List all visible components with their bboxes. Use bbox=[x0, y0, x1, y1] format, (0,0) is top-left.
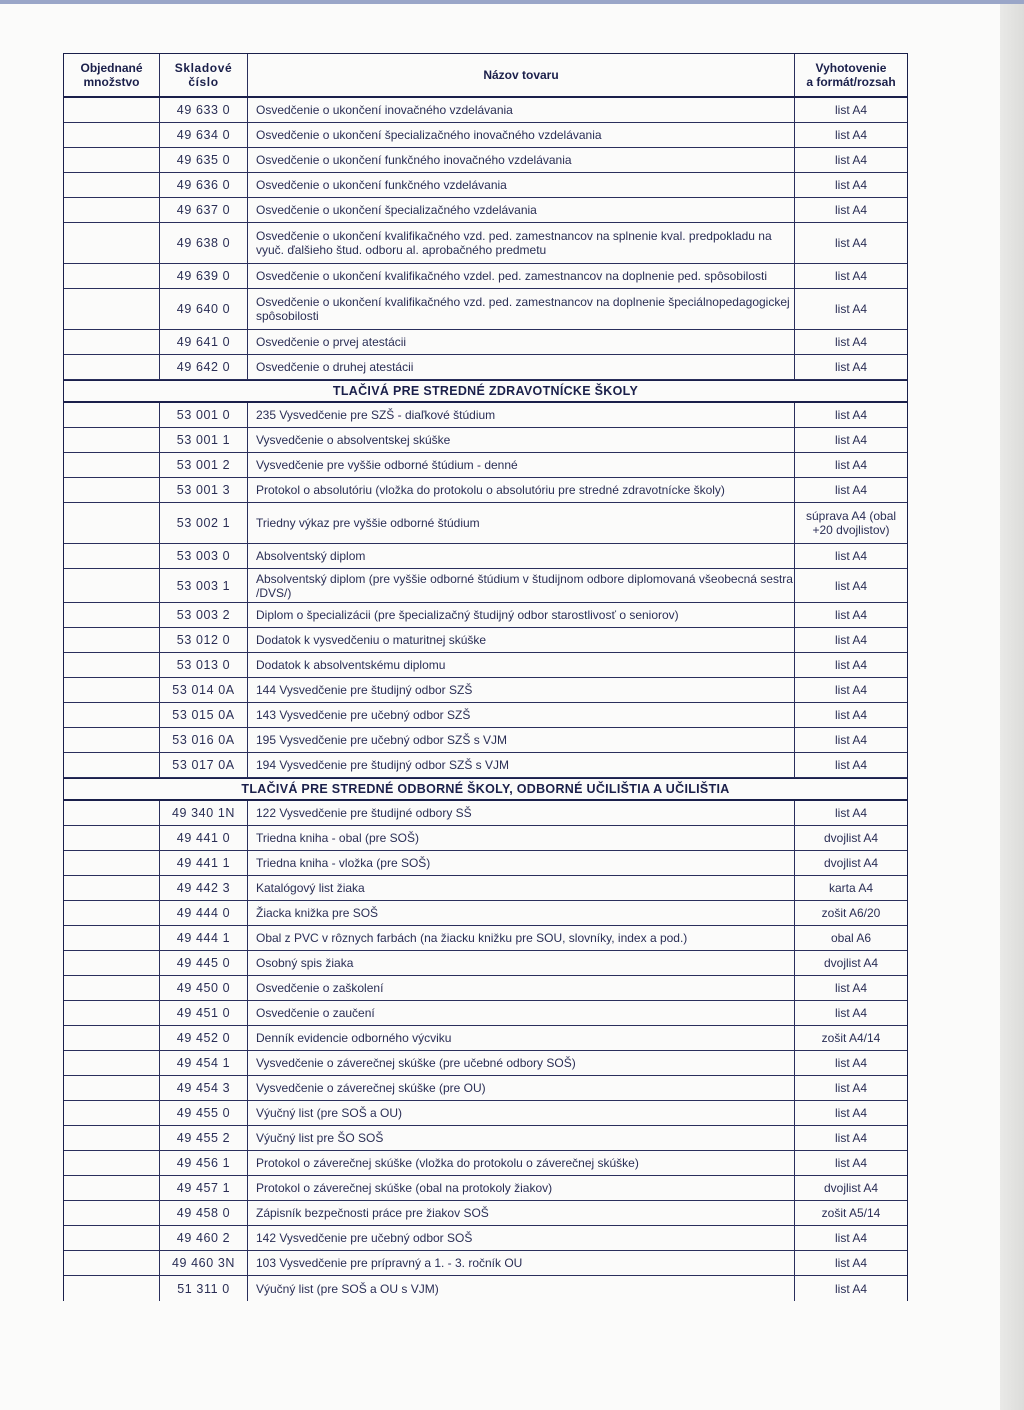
table-header bbox=[64, 54, 907, 98]
section-title: TLAČIVÁ PRE STREDNÉ ODBORNÉ ŠKOLY, ODBORNÉ UČILIŠTIA A UČILIŠTIA bbox=[241, 782, 730, 796]
name-cell: 144 Vysvedčenie pre študijný odbor SZŠ bbox=[248, 678, 795, 702]
qty-input[interactable] bbox=[64, 951, 160, 975]
format-cell: list A4 bbox=[834, 302, 867, 316]
qty-input[interactable] bbox=[64, 355, 160, 379]
qty-input[interactable] bbox=[64, 503, 160, 543]
qty-input[interactable] bbox=[64, 826, 160, 850]
table-row bbox=[64, 728, 907, 753]
format-cell: list A4 bbox=[834, 758, 867, 772]
name-cell: Osvedčenie o prvej atestácii bbox=[248, 330, 795, 354]
sku-cell: 49 450 0 bbox=[160, 976, 248, 1000]
name-cell: Osvedčenie o ukončení špecializačného inovačného vzdelávania bbox=[248, 123, 795, 147]
table-row bbox=[64, 1226, 907, 1251]
format-cell: list A4 bbox=[834, 433, 867, 447]
sku-cell: 53 015 0A bbox=[160, 703, 248, 727]
sku-cell: 49 636 0 bbox=[160, 173, 248, 197]
format-cell: list A4 bbox=[834, 608, 867, 622]
qty-input[interactable] bbox=[64, 1026, 160, 1050]
qty-input[interactable] bbox=[64, 173, 160, 197]
name-cell: Výučný list pre ŠO SOŠ bbox=[248, 1126, 795, 1150]
table-row bbox=[64, 876, 907, 901]
sku-cell: 53 003 2 bbox=[160, 603, 248, 627]
table-row bbox=[64, 603, 907, 628]
format-cell: list A4 bbox=[834, 103, 867, 117]
qty-input[interactable] bbox=[64, 223, 160, 263]
qty-input[interactable] bbox=[64, 1201, 160, 1225]
name-cell: Osvedčenie o ukončení špecializačného vzdelávania bbox=[248, 198, 795, 222]
group-szs bbox=[64, 403, 907, 778]
format-cell: karta A4 bbox=[828, 881, 874, 895]
format-cell: zošit A5/14 bbox=[821, 1206, 881, 1220]
qty-input[interactable] bbox=[64, 1051, 160, 1075]
sku-cell: 49 460 3N bbox=[160, 1251, 248, 1275]
name-cell: Triedny výkaz pre vyššie odborné štúdium bbox=[248, 503, 795, 543]
header-qty: Objednané množstvo bbox=[64, 54, 160, 96]
sku-cell: 49 641 0 bbox=[160, 330, 248, 354]
name-cell: Osvedčenie o ukončení funkčného inovačného vzdelávania bbox=[248, 148, 795, 172]
name-cell: 122 Vysvedčenie pre študijné odbory SŠ bbox=[248, 801, 795, 825]
sku-cell: 49 444 0 bbox=[160, 901, 248, 925]
table-row bbox=[64, 1126, 907, 1151]
table-row bbox=[64, 1001, 907, 1026]
sku-cell: 53 001 1 bbox=[160, 428, 248, 452]
name-cell: Osvedčenie o zaučení bbox=[248, 1001, 795, 1025]
sku-cell: 53 017 0A bbox=[160, 753, 248, 777]
format-cell: list A4 bbox=[834, 335, 867, 349]
qty-input[interactable] bbox=[64, 901, 160, 925]
group-osvedcenia bbox=[64, 98, 907, 380]
name-cell: Triedna kniha - obal (pre SOŠ) bbox=[248, 826, 795, 850]
format-cell: list A4 bbox=[834, 549, 867, 563]
qty-input[interactable] bbox=[64, 478, 160, 502]
format-cell: zošit A4/14 bbox=[821, 1031, 881, 1045]
qty-input[interactable] bbox=[64, 403, 160, 427]
qty-input[interactable] bbox=[64, 428, 160, 452]
format-cell: dvojlist A4 bbox=[823, 956, 879, 970]
section-title-sos bbox=[64, 778, 907, 801]
table-row bbox=[64, 403, 907, 428]
sku-cell: 53 003 1 bbox=[160, 569, 248, 602]
format-cell: dvojlist A4 bbox=[823, 831, 879, 845]
qty-input[interactable] bbox=[64, 976, 160, 1000]
name-cell: 194 Vysvedčenie pre študijný odbor SZŠ s VJM bbox=[248, 753, 795, 777]
format-cell: list A4 bbox=[834, 408, 867, 422]
sku-cell: 49 442 3 bbox=[160, 876, 248, 900]
qty-input[interactable] bbox=[64, 1251, 160, 1275]
qty-input[interactable] bbox=[64, 1101, 160, 1125]
sku-cell: 53 003 0 bbox=[160, 544, 248, 568]
name-cell: Absolventský diplom bbox=[248, 544, 795, 568]
sku-cell: 49 441 1 bbox=[160, 851, 248, 875]
section-title: TLAČIVÁ PRE STREDNÉ ZDRAVOTNÍCKE ŠKOLY bbox=[332, 384, 639, 398]
sku-cell: 53 001 2 bbox=[160, 453, 248, 477]
sku-cell: 49 445 0 bbox=[160, 951, 248, 975]
table-row bbox=[64, 901, 907, 926]
format-cell: list A4 bbox=[834, 1056, 867, 1070]
qty-input[interactable] bbox=[64, 264, 160, 288]
qty-input[interactable] bbox=[64, 98, 160, 122]
sku-cell: 49 454 1 bbox=[160, 1051, 248, 1075]
name-cell: Vysvedčenie o absolventskej skúške bbox=[248, 428, 795, 452]
sku-cell: 53 002 1 bbox=[160, 503, 248, 543]
format-cell: list A4 bbox=[834, 633, 867, 647]
table-row bbox=[64, 801, 907, 826]
table-row bbox=[64, 198, 907, 223]
format-cell: list A4 bbox=[834, 128, 867, 142]
name-cell: Výučný list (pre SOŠ a OU) bbox=[248, 1101, 795, 1125]
name-cell: 235 Vysvedčenie pre SZŠ - diaľkové štúdium bbox=[248, 403, 795, 427]
qty-input[interactable] bbox=[64, 1226, 160, 1250]
qty-input[interactable] bbox=[64, 453, 160, 477]
format-cell: list A4 bbox=[834, 1131, 867, 1145]
sku-cell: 53 012 0 bbox=[160, 628, 248, 652]
table-row bbox=[64, 503, 907, 544]
table-row bbox=[64, 289, 907, 330]
sku-cell: 49 441 0 bbox=[160, 826, 248, 850]
qty-input[interactable] bbox=[64, 926, 160, 950]
table-row bbox=[64, 123, 907, 148]
name-cell: Triedna kniha - vložka (pre SOŠ) bbox=[248, 851, 795, 875]
sku-cell: 49 638 0 bbox=[160, 223, 248, 263]
table-row bbox=[64, 1076, 907, 1101]
qty-input[interactable] bbox=[64, 198, 160, 222]
table-row bbox=[64, 1051, 907, 1076]
name-cell: 143 Vysvedčenie pre učebný odbor SZŠ bbox=[248, 703, 795, 727]
table-row bbox=[64, 926, 907, 951]
format-cell: zošit A6/20 bbox=[821, 906, 881, 920]
qty-input[interactable] bbox=[64, 753, 160, 777]
format-cell: list A4 bbox=[834, 269, 867, 283]
name-cell: Diplom o špecializácii (pre špecializačný študijný odbor starostlivosť o seniorov) bbox=[248, 603, 795, 627]
name-cell: Osvedčenie o ukončení funkčného vzdelávania bbox=[248, 173, 795, 197]
table-row bbox=[64, 951, 907, 976]
table-row bbox=[64, 703, 907, 728]
sku-cell: 53 001 0 bbox=[160, 403, 248, 427]
qty-input[interactable] bbox=[64, 1126, 160, 1150]
qty-input[interactable] bbox=[64, 851, 160, 875]
sku-cell: 49 451 0 bbox=[160, 1001, 248, 1025]
name-cell: Osvedčenie o ukončení kvalifikačného vzd. ped. zamestnancov na splnenie kval. predpokladu na vyuč. ďalšieho štud. odboru al. aprobačného predmetu bbox=[248, 223, 795, 263]
name-cell: Žiacka knižka pre SOŠ bbox=[248, 901, 795, 925]
table-row bbox=[64, 678, 907, 703]
sku-cell: 49 444 1 bbox=[160, 926, 248, 950]
table-row bbox=[64, 1201, 907, 1226]
format-cell: list A4 bbox=[834, 1081, 867, 1095]
format-cell: súprava A4 (obal +20 dvojlistov) bbox=[805, 509, 897, 537]
table-row bbox=[64, 98, 907, 123]
name-cell: Osvedčenie o ukončení inovačného vzdelávania bbox=[248, 98, 795, 122]
table-row bbox=[64, 569, 907, 603]
qty-input[interactable] bbox=[64, 603, 160, 627]
name-cell: Osvedčenie o zaškolení bbox=[248, 976, 795, 1000]
table-row bbox=[64, 1151, 907, 1176]
sku-cell: 49 639 0 bbox=[160, 264, 248, 288]
qty-input[interactable] bbox=[64, 569, 160, 602]
header-name: Názov tovaru bbox=[248, 54, 795, 96]
format-cell: list A4 bbox=[834, 1281, 867, 1296]
sku-cell: 53 014 0A bbox=[160, 678, 248, 702]
format-cell: list A4 bbox=[834, 981, 867, 995]
format-cell: list A4 bbox=[834, 683, 867, 697]
table-row bbox=[64, 330, 907, 355]
qty-input[interactable] bbox=[64, 544, 160, 568]
table-row bbox=[64, 1101, 907, 1126]
table-row bbox=[64, 453, 907, 478]
sku-cell: 49 456 1 bbox=[160, 1151, 248, 1175]
format-cell: list A4 bbox=[834, 1256, 867, 1270]
format-cell: list A4 bbox=[834, 1106, 867, 1120]
name-cell: Protokol o záverečnej skúške (vložka do protokolu o záverečnej skúške) bbox=[248, 1151, 795, 1175]
table-row bbox=[64, 1276, 907, 1301]
sku-cell: 49 452 0 bbox=[160, 1026, 248, 1050]
scan-top-edge bbox=[0, 0, 1024, 4]
name-cell: Výučný list (pre SOŠ a OU s VJM) bbox=[248, 1276, 795, 1301]
name-cell: Osvedčenie o ukončení kvalifikačného vzd. ped. zamestnancov na doplnenie špeciálnopedagogickej spôsobilosti bbox=[248, 289, 795, 329]
sku-cell: 49 635 0 bbox=[160, 148, 248, 172]
table-row bbox=[64, 1176, 907, 1201]
name-cell: Zápisník bezpečnosti práce pre žiakov SOŠ bbox=[248, 1201, 795, 1225]
format-cell: list A4 bbox=[834, 203, 867, 217]
qty-input[interactable] bbox=[64, 876, 160, 900]
qty-input[interactable] bbox=[64, 703, 160, 727]
name-cell: Obal z PVC v rôznych farbách (na žiacku knižku pre SOU, slovníky, index a pod.) bbox=[248, 926, 795, 950]
qty-input[interactable] bbox=[64, 801, 160, 825]
sku-cell: 49 637 0 bbox=[160, 198, 248, 222]
name-cell: Vysvedčenie pre vyššie odborné štúdium - denné bbox=[248, 453, 795, 477]
format-cell: list A4 bbox=[834, 458, 867, 472]
sku-cell: 49 460 2 bbox=[160, 1226, 248, 1250]
table-row bbox=[64, 653, 907, 678]
sku-cell: 49 458 0 bbox=[160, 1201, 248, 1225]
scan-edge bbox=[1000, 0, 1024, 1410]
name-cell: Protokol o záverečnej skúške (obal na protokoly žiakov) bbox=[248, 1176, 795, 1200]
name-cell: 103 Vysvedčenie pre prípravný a 1. - 3. ročník OU bbox=[248, 1251, 795, 1275]
table-row bbox=[64, 264, 907, 289]
sku-cell: 49 455 2 bbox=[160, 1126, 248, 1150]
format-cell: list A4 bbox=[834, 733, 867, 747]
table-row bbox=[64, 1251, 907, 1276]
header-sku: Skladové číslo bbox=[160, 54, 248, 96]
name-cell: Vysvedčenie o záverečnej skúške (pre OU) bbox=[248, 1076, 795, 1100]
sku-cell: 49 457 1 bbox=[160, 1176, 248, 1200]
format-cell: list A4 bbox=[834, 236, 867, 250]
sku-cell: 49 642 0 bbox=[160, 355, 248, 379]
table-row bbox=[64, 851, 907, 876]
format-cell: list A4 bbox=[834, 1006, 867, 1020]
format-cell: list A4 bbox=[834, 178, 867, 192]
name-cell: Protokol o absolutóriu (vložka do protokolu o absolutóriu pre stredné zdravotnícke školy) bbox=[248, 478, 795, 502]
header-format: Vyhotovenie a formát/rozsah bbox=[806, 61, 896, 89]
qty-input[interactable] bbox=[64, 728, 160, 752]
format-cell: list A4 bbox=[834, 658, 867, 672]
sku-cell: 49 454 3 bbox=[160, 1076, 248, 1100]
table-row bbox=[64, 1026, 907, 1051]
section-title-szs bbox=[64, 380, 907, 403]
format-cell: list A4 bbox=[834, 708, 867, 722]
table-row bbox=[64, 544, 907, 569]
qty-input[interactable] bbox=[64, 1276, 160, 1301]
table-row bbox=[64, 148, 907, 173]
format-cell: obal A6 bbox=[830, 931, 872, 945]
sku-cell: 49 340 1N bbox=[160, 801, 248, 825]
name-cell: Dodatok k vysvedčeniu o maturitnej skúške bbox=[248, 628, 795, 652]
group-sos bbox=[64, 801, 907, 1301]
name-cell: Absolventský diplom (pre vyššie odborné štúdium v študijnom odbore diplomovaná všeobecná sestra /DVS/) bbox=[248, 569, 795, 602]
qty-input[interactable] bbox=[64, 289, 160, 329]
format-cell: dvojlist A4 bbox=[823, 1181, 879, 1195]
table-row bbox=[64, 428, 907, 453]
table-row bbox=[64, 223, 907, 264]
format-cell: list A4 bbox=[834, 483, 867, 497]
format-cell: list A4 bbox=[834, 153, 867, 167]
name-cell: Dodatok k absolventskému diplomu bbox=[248, 653, 795, 677]
sku-cell: 49 633 0 bbox=[160, 98, 248, 122]
qty-input[interactable] bbox=[64, 1076, 160, 1100]
qty-input[interactable] bbox=[64, 330, 160, 354]
table-row bbox=[64, 976, 907, 1001]
name-cell: 142 Vysvedčenie pre učebný odbor SOŠ bbox=[248, 1226, 795, 1250]
format-cell: list A4 bbox=[834, 1156, 867, 1170]
table-row bbox=[64, 478, 907, 503]
qty-input[interactable] bbox=[64, 1151, 160, 1175]
name-cell: Osvedčenie o druhej atestácii bbox=[248, 355, 795, 379]
qty-input[interactable] bbox=[64, 678, 160, 702]
format-cell: list A4 bbox=[834, 360, 867, 374]
name-cell: 195 Vysvedčenie pre učebný odbor SZŠ s VJM bbox=[248, 728, 795, 752]
table-row bbox=[64, 753, 907, 778]
qty-input[interactable] bbox=[64, 653, 160, 677]
name-cell: Denník evidencie odborného výcviku bbox=[248, 1026, 795, 1050]
sku-cell: 53 016 0A bbox=[160, 728, 248, 752]
name-cell: Osvedčenie o ukončení kvalifikačného vzdel. ped. zamestnancov na doplnenie ped. spôsobilosti bbox=[248, 264, 795, 288]
qty-input[interactable] bbox=[64, 628, 160, 652]
table-row bbox=[64, 628, 907, 653]
sku-cell: 49 455 0 bbox=[160, 1101, 248, 1125]
sku-cell: 51 311 0 bbox=[160, 1276, 248, 1301]
name-cell: Vysvedčenie o záverečnej skúške (pre učebné odbory SOŠ) bbox=[248, 1051, 795, 1075]
qty-input[interactable] bbox=[64, 148, 160, 172]
table-row bbox=[64, 355, 907, 380]
sku-cell: 49 640 0 bbox=[160, 289, 248, 329]
sku-cell: 53 001 3 bbox=[160, 478, 248, 502]
order-table bbox=[63, 53, 908, 1301]
name-cell: Katalógový list žiaka bbox=[248, 876, 795, 900]
sku-cell: 49 634 0 bbox=[160, 123, 248, 147]
format-cell: list A4 bbox=[834, 806, 867, 820]
qty-input[interactable] bbox=[64, 1176, 160, 1200]
table-row bbox=[64, 173, 907, 198]
qty-input[interactable] bbox=[64, 123, 160, 147]
format-cell: dvojlist A4 bbox=[823, 856, 879, 870]
format-cell: list A4 bbox=[834, 578, 867, 593]
sku-cell: 53 013 0 bbox=[160, 653, 248, 677]
name-cell: Osobný spis žiaka bbox=[248, 951, 795, 975]
format-cell: list A4 bbox=[834, 1231, 867, 1245]
table-row bbox=[64, 826, 907, 851]
qty-input[interactable] bbox=[64, 1001, 160, 1025]
